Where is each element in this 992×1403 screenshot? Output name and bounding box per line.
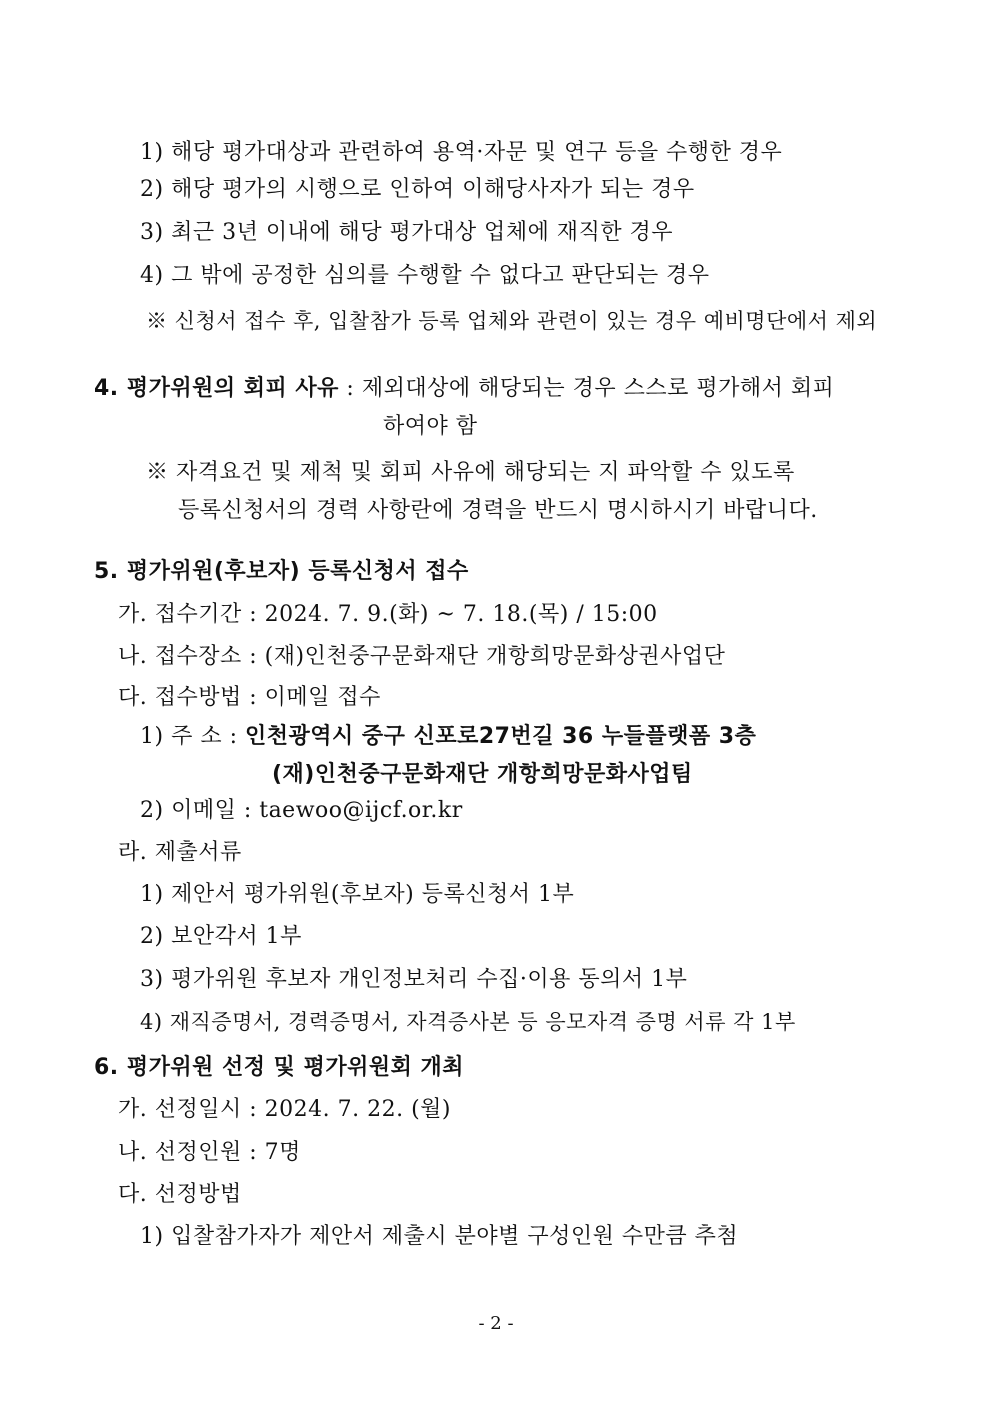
- section4-desc-line1: : 제외대상에 해당되는 경우 스스로 평가해서 회피: [338, 376, 835, 401]
- section5-place: 나. 접수장소 : (재)인천중구문화재단 개항희망문화상권사업단: [118, 644, 726, 669]
- section5-address-line1: 인천광역시 중구 신포로27번길 36 누들플랫폼 3층: [244, 724, 757, 749]
- section4-title: 4. 평가위원의 회피 사유: [94, 376, 339, 401]
- section4-note-line2: 등록신청서의 경력 사항란에 경력을 반드시 명시하시기 바랍니다.: [178, 498, 818, 523]
- section5-doc-4: 4) 재직증명서, 경력증명서, 자격증사본 등 응모자격 증명 서류 각 1부: [140, 1010, 796, 1034]
- section6-date: 가. 선정일시 : 2024. 7. 22. (월): [118, 1097, 452, 1122]
- section5-title: 5. 평가위원(후보자) 등록신청서 접수: [94, 559, 469, 584]
- section6-count: 나. 선정인원 : 7명: [118, 1140, 301, 1165]
- section5-doc-1: 1) 제안서 평가위원(후보자) 등록신청서 1부: [140, 882, 575, 907]
- section5-address-label: 1) 주 소 :: [140, 724, 245, 749]
- section5-doc-2: 2) 보안각서 1부: [140, 924, 302, 949]
- section6-method-item: 1) 입찰참가자가 제안서 제출시 분야별 구성인원 수만큼 추첨: [140, 1224, 739, 1249]
- conflict-item-4: 4) 그 밖에 공정한 심의를 수행할 수 없다고 판단되는 경우: [140, 263, 710, 288]
- conflict-note: ※ 신청서 접수 후, 입찰참가 등록 업체와 관련이 있는 경우 예비명단에서 제외: [146, 309, 878, 333]
- section4-desc-line2: 하여야 함: [383, 414, 478, 439]
- section6-method-title: 다. 선정방법: [118, 1182, 242, 1207]
- section5-doc-3: 3) 평가위원 후보자 개인정보처리 수집·이용 동의서 1부: [140, 967, 688, 992]
- conflict-item-1: 1) 해당 평가대상과 관련하여 용역·자문 및 연구 등을 수행한 경우: [140, 140, 783, 165]
- section4-note-line1: ※ 자격요건 및 제척 및 회피 사유에 해당되는 지 파악할 수 있도록: [146, 460, 795, 485]
- conflict-item-3: 3) 최근 3년 이내에 해당 평가대상 업체에 재직한 경우: [140, 220, 674, 245]
- section5-docs-title: 라. 제출서류: [118, 840, 242, 865]
- section5-period: 가. 접수기간 : 2024. 7. 9.(화) ~ 7. 18.(목) / 15:00: [118, 602, 658, 627]
- section5-method: 다. 접수방법 : 이메일 접수: [118, 685, 381, 710]
- section5-address-line2: (재)인천중구문화재단 개항희망문화사업팀: [272, 762, 693, 787]
- section4-heading-row: [94, 374, 834, 404]
- conflict-item-2: 2) 해당 평가의 시행으로 인하여 이해당사자가 되는 경우: [140, 177, 695, 202]
- section5-address-row: [140, 722, 756, 752]
- section5-email: 2) 이메일 : taewoo@ijcf.or.kr: [140, 798, 463, 823]
- page-number: - 2 -: [478, 1313, 514, 1334]
- section6-title: 6. 평가위원 선정 및 평가위원회 개최: [94, 1055, 464, 1080]
